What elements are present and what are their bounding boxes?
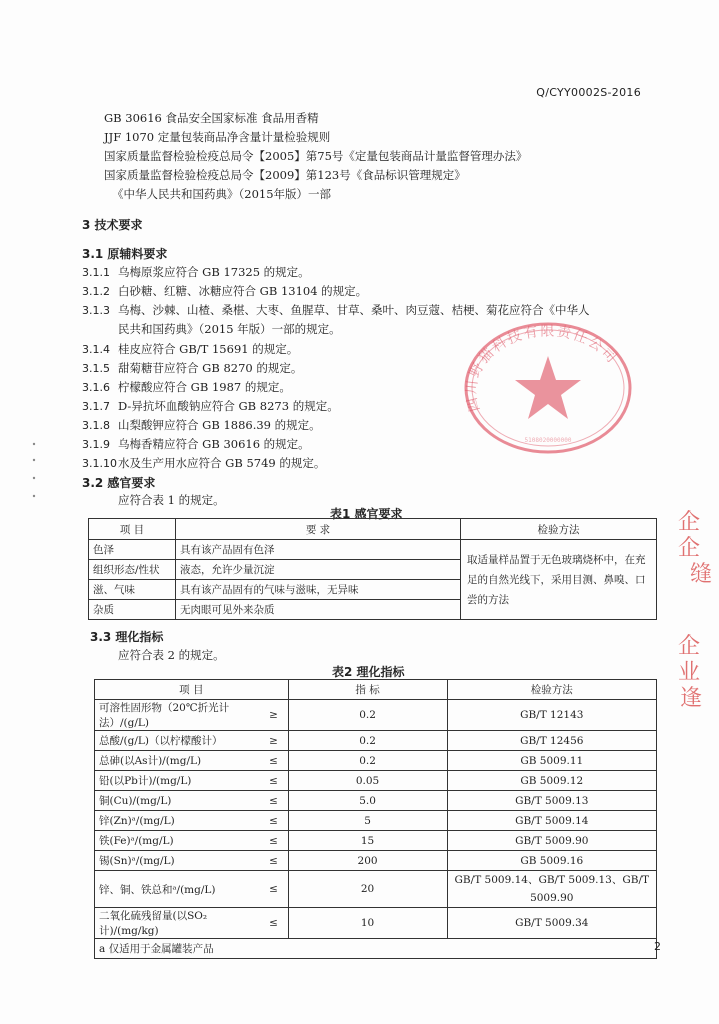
operator-cell: ≤ [260, 791, 289, 811]
table-row [95, 731, 657, 751]
value-cell: 15 [288, 831, 447, 851]
table-footnote: a 仅适用于金属罐装产品 [95, 939, 657, 959]
method-cell: GB/T 5009.14、GB/T 5009.13、GB/T 5009.90 [447, 871, 656, 908]
table-caption: 表1 感官要求 [330, 507, 403, 521]
reference-line: 《中华人民共和国药典》（2015年版）一部 [112, 187, 332, 201]
side-stamp: 企业 逢 [678, 634, 703, 711]
section-heading: 3.3 理化指标 [90, 630, 164, 644]
requirement-item: 3.1.6 柠檬酸应符合 GB 1987 的规定。 [82, 380, 291, 394]
binding-marks-icon [30, 440, 38, 500]
table-row [95, 751, 657, 771]
table-cell: 可溶性固形物（20℃折光计法）/(g/L) [95, 700, 260, 731]
section-text: 应符合表 1 的规定。 [118, 493, 225, 507]
table-cell: 铁(Fe)ᵃ/(mg/L) [95, 831, 260, 851]
section-heading: 3.1 原辅料要求 [82, 247, 168, 261]
value-cell: 0.05 [288, 771, 447, 791]
table-cell: 总砷(以As计)/(mg/L) [95, 751, 260, 771]
table-header-row [95, 680, 657, 700]
section-text: 应符合表 2 的规定。 [118, 648, 225, 662]
method-cell: 取适量样品置于无色玻璃烧杯中，在充足的自然光线下，采用目测、鼻嗅、口尝的方法 [461, 540, 657, 620]
method-cell: GB/T 5009.90 [447, 831, 656, 851]
section-heading: 3 技术要求 [82, 218, 143, 232]
value-cell: 20 [288, 871, 447, 908]
method-cell: GB/T 5009.14 [447, 811, 656, 831]
table-cell: 色泽 [89, 540, 176, 560]
method-cell: GB/T 5009.13 [447, 791, 656, 811]
table-cell: 具有该产品固有色泽 [176, 540, 461, 560]
requirement-item: 3.1.3 乌梅、沙棘、山楂、桑椹、大枣、鱼腥草、甘草、桑叶、肉豆蔻、桔梗、菊花应符合《中华人 [82, 303, 590, 317]
column-header: 项 目 [89, 519, 176, 540]
column-header: 检验方法 [447, 680, 656, 700]
operator-cell: ≤ [260, 908, 289, 939]
table-cell: 总酸/(g/L)（以柠檬酸计） [95, 731, 260, 751]
value-cell: 10 [288, 908, 447, 939]
table-cell: 液态，允许少量沉淀 [176, 560, 461, 580]
value-cell: 5.0 [288, 791, 447, 811]
column-header: 要 求 [176, 519, 461, 540]
requirement-item: 3.1.8 山梨酸钾应符合 GB 1886.39 的规定。 [82, 418, 321, 432]
table-cell: 铜(Cu)/(mg/L) [95, 791, 260, 811]
table-cell: 无肉眼可见外来杂质 [176, 600, 461, 620]
reference-line: 国家质量监督检验检疫总局令【2009】第123号《食品标识管理规定》 [104, 168, 466, 182]
operator-cell: ≤ [260, 831, 289, 851]
physicochemical-table [94, 679, 657, 959]
table-cell: 锌、铜、铁总和ᵃ/(mg/L) [95, 871, 260, 908]
table-cell: 组织形态/性状 [89, 560, 176, 580]
requirement-item: 3.1.9 乌梅香精应符合 GB 30616 的规定。 [82, 437, 310, 451]
table-cell: 二氧化硫残留量(以SO₂计)/(mg/kg) [95, 908, 260, 939]
requirement-item: 3.1.4 桂皮应符合 GB/T 15691 的规定。 [82, 342, 299, 356]
method-cell: GB/T 12456 [447, 731, 656, 751]
table-row [95, 771, 657, 791]
value-cell: 0.2 [288, 731, 447, 751]
table-cell: 滋、气味 [89, 580, 176, 600]
table-row [95, 791, 657, 811]
seal-serial: 5108020000000 [524, 437, 572, 444]
table-row [95, 811, 657, 831]
company-seal-icon [460, 318, 636, 458]
reference-line: GB 30616 食品安全国家标准 食品用香精 [104, 111, 319, 125]
operator-cell: ≤ [260, 811, 289, 831]
table-cell: 锌(Zn)ᵃ/(mg/L) [95, 811, 260, 831]
column-header: 检验方法 [461, 519, 657, 540]
table-cell: 锡(Sn)ᵃ/(mg/L) [95, 851, 260, 871]
requirement-item: 3.1.5 甜菊糖苷应符合 GB 8270 的规定。 [82, 361, 303, 375]
sensory-table [88, 518, 657, 620]
value-cell: 0.2 [288, 700, 447, 731]
operator-cell: ≤ [260, 751, 289, 771]
requirement-item: 3.1.1 乌梅原浆应符合 GB 17325 的规定。 [82, 265, 310, 279]
method-cell: GB 5009.16 [447, 851, 656, 871]
column-header: 项 目 [95, 680, 289, 700]
method-cell: GB/T 5009.34 [447, 908, 656, 939]
value-cell: 0.2 [288, 751, 447, 771]
operator-cell: ≥ [260, 700, 289, 731]
requirement-item: 3.1.2 白砂糖、红糖、冰糖应符合 GB 13104 的规定。 [82, 284, 368, 298]
method-cell: GB/T 12143 [447, 700, 656, 731]
table-row [95, 831, 657, 851]
operator-cell: ≤ [260, 851, 289, 871]
requirement-item-continued: 民共和国药典》（2015 年版）一部的规定。 [118, 322, 341, 336]
operator-cell: ≤ [260, 771, 289, 791]
table-row [95, 700, 657, 731]
table-row [89, 540, 657, 560]
method-cell: GB 5009.11 [447, 751, 656, 771]
table-row [95, 908, 657, 939]
table-row [95, 871, 657, 908]
page-number: 2 [654, 940, 661, 953]
standard-code: Q/CYY0002S-2016 [536, 86, 641, 99]
seal-text: 四川野猫科技有限责任公司 [463, 323, 621, 414]
column-header: 指 标 [288, 680, 447, 700]
requirement-item: 3.1.10水及生产用水应符合 GB 5749 的规定。 [82, 456, 326, 470]
table-row [95, 851, 657, 871]
value-cell: 200 [288, 851, 447, 871]
table-cell: 杂质 [89, 600, 176, 620]
table-footnote-row [95, 939, 657, 959]
reference-line: JJF 1070 定量包装商品净含量计量检验规则 [104, 130, 331, 144]
operator-cell: ≥ [260, 731, 289, 751]
table-header-row [89, 519, 657, 540]
operator-cell: ≤ [260, 871, 289, 908]
value-cell: 5 [288, 811, 447, 831]
table-cell: 铅(以Pb计)/(mg/L) [95, 771, 260, 791]
reference-line: 国家质量监督检验检疫总局令【2005】第75号《定量包装商品计量监督管理办法》 [104, 149, 528, 163]
requirement-item: 3.1.7 D-异抗坏血酸钠应符合 GB 8273 的规定。 [82, 399, 339, 413]
section-heading: 3.2 感官要求 [82, 476, 156, 490]
side-stamp: 企企 缝 [678, 510, 713, 587]
table-caption: 表2 理化指标 [332, 665, 405, 679]
table-cell: 具有该产品固有的气味与滋味，无异味 [176, 580, 461, 600]
method-cell: GB 5009.12 [447, 771, 656, 791]
